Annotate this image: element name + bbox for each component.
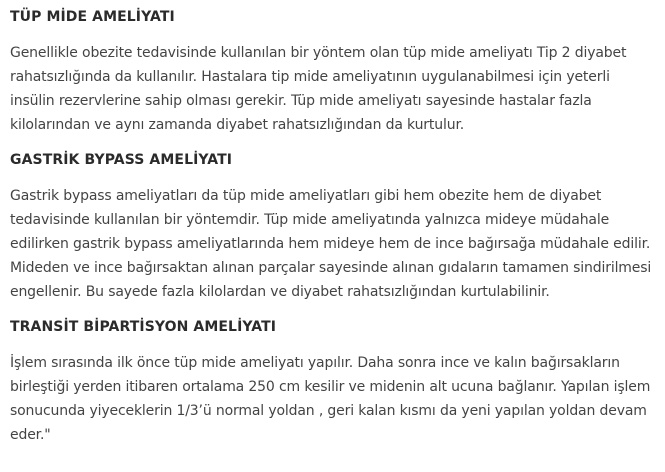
section-paragraph: İşlem sırasında ilk önce tüp mide ameliyatı yapılır. Daha sonra ince ve kalın bağırsakların birleştiği yerden itibaren ortalama 250 cm kesilir ve midenin alt ucuna bağlanır. Yapılan işlem sonucunda yiyeceklerin 1/3’ü normal yoldan , geri kalan kısmı da yeni yapılan yoldan devam eder." <box>10 355 651 443</box>
section-transit-bipartisyon <box>10 317 655 447</box>
section-heading: TÜP MİDE AMELİYATI <box>10 9 175 25</box>
section-heading: TRANSİT BİPARTİSYON AMELİYATI <box>10 319 277 335</box>
section-paragraph: Gastrik bypass ameliyatları da tüp mide ameliyatları gibi hem obezite hem de diyabet tedavisinde kullanılan bir yöntemdir. Tüp mide ameliyatında yalnızca mideye müdahale edilirken gastrik bypass ameliyatlarında hem mideye hem de ince bağırsağa müdahale edilir. Mideden ve ince bağırsaktan alınan parçalar sayesinde alınan gıdaların tamamen sindirilmesi engellenir. Bu sayede fazla kilolardan ve diyabet rahatsızlığından kurtulabilinir. <box>10 188 652 300</box>
section-gastrik-bypass <box>10 150 655 304</box>
section-heading: GASTRİK BYPASS AMELİYATI <box>10 152 233 168</box>
section-paragraph: Genellikle obezite tedavisinde kullanılan bir yöntem olan tüp mide ameliyatı Tip 2 diyabet rahatsızlığında da kullanılır. Hastalara tip mide ameliyatının uygulanabilmesi için yeterli insülin rezervlerine sahip olması gerekir. Tüp mide ameliyatı sayesinde hastalar fazla kilolarından ve aynı zamanda diyabet rahatsızlığından da kurtulur. <box>10 45 627 133</box>
section-tup-mide <box>10 7 655 137</box>
